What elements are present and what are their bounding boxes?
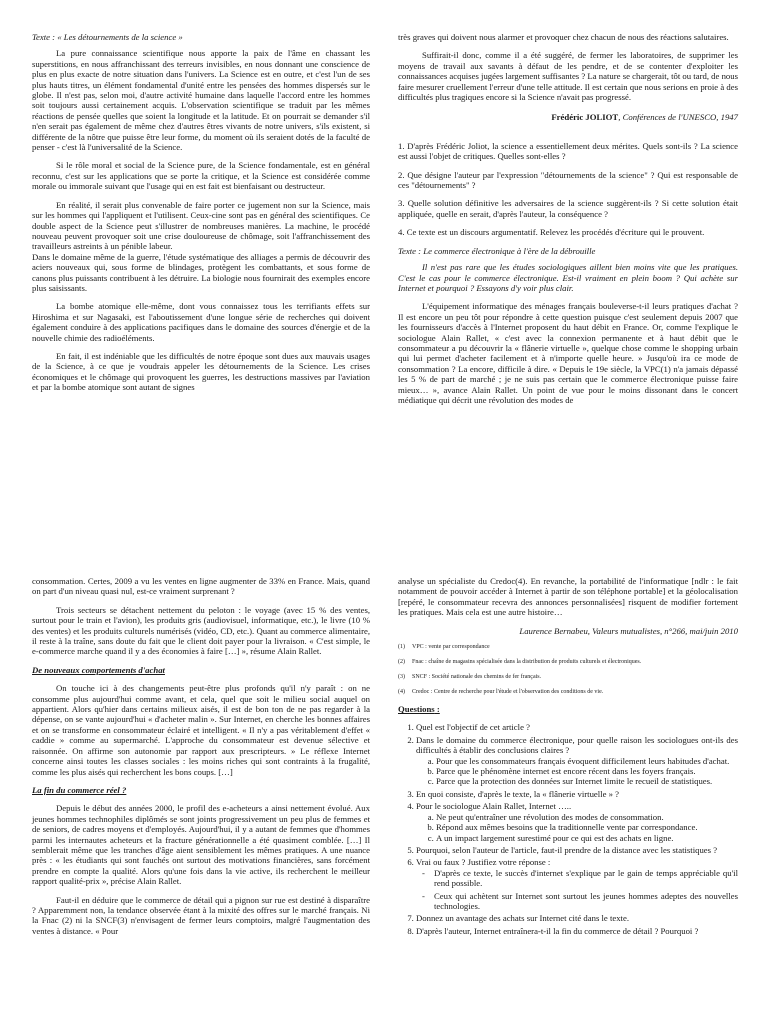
question-item: 3. En quoi consiste, d'après le texte, la « flânerie virtuelle » ? (416, 789, 738, 799)
page-2 (0, 568, 768, 1024)
footnote: (3) SNCF : Société nationale des chemins de fer français. (398, 674, 542, 681)
footnote: (4) Credoc : Centre de recherche pour l'étude et l'observation des conditions de vie. (398, 689, 604, 696)
footnotes (398, 644, 738, 696)
question-item: 7. Donnez un avantage des achats sur Internet cité dans le texte. (416, 913, 738, 923)
question-item: 5. Pourquoi, selon l'auteur de l'article, faut-il prendre de la distance avec les statistiques ? (416, 845, 738, 855)
page-1-left-column (32, 32, 370, 401)
answer-option: b. Répond aux mêmes besoins que la traditionnelle vente par correspondance. (436, 822, 738, 832)
paragraph: Suffirait-il donc, comme il a été suggéré, de fermer les laboratoires, de supprimer les moyens de travail aux savants à défaut de les pendre, et de se contenter d'exploiter les connaissances acquises jugées largement suffisantes ? La nature se chargerait, tôt ou tard, de nous faire mesurer cruellement l'erreur d'une telle attitude. Il est certain que nous serions en proie à des difficultés plus tragiques encore si la Science n'avait pas progressé. (398, 50, 738, 103)
question-item: 1. Quel est l'objectif de cet article ? (416, 722, 738, 732)
paragraph: La pure connaissance scientifique nous apporte la paix de l'âme en chassant les superstitions, en nous affranchissant des terreurs invisibles, en nous donnant une conscience de plus en plus exacte de notre situation dans l'univers. La Science est en outre, et c'est l'un de ses plus hauts titres, un élément fondamental d'unité entre les pensées des hommes dispersés sur le globe. Il n'est pas, selon moi, d'autre activité humaine dans laquelle l'accord entre les hommes soit toujours aussi certainement acquis. L'observation scientifique se traduit par les mêmes réactions de pensée quelles que soient la longitude et la latitude. Et on pourrait se demander s'il n'en serait pas également de même chez d'autres êtres vivants de notre univers, s'ils existent, si différente de la nôtre que puisse être leur forme, du moment où ils seraient dotés de la faculté de penser - c'est là l'universalité de la Science. (32, 48, 370, 153)
paragraph: consommation. Certes, 2009 a vu les ventes en ligne augmenter de 33% en France. Mais, quand on part d'un niveau quasi nul, est-ce vraiment surprenant ? (32, 576, 370, 597)
paragraph: La bombe atomique elle-même, dont vous connaissez tous les terrifiants effets sur Hiroshima et sur Nagasaki, est l'aboutissement d'une longue série de recherches qui doivent également conduire à des applications pacifiques dans le domaine des sources d'énergie et de la nouvelle chimie des radioéléments. (32, 301, 370, 343)
question-4: 4. Ce texte est un discours argumentatif. Relevez les procédés d'écriture qui le prouvent. (398, 227, 705, 238)
source-citation (398, 112, 738, 122)
paragraph: Dans le domaine même de la guerre, l'étude systématique des alliages a permis de découvrir des aciers nouveaux qui, sous forme de blindages, protègent les combattants, et sous forme de canons plus puissants contribuent à les détruire. La biologie nous fournirait des exemples encore plus saisissants. (32, 251, 370, 293)
question-item: 6. Vrai ou faux ? Justifiez votre réponse : - D'après ce texte, le succès d'internet s'explique par le gain de temps appréciable qu'il rend possible. - Ceux qui achètent sur Internet sont surtout les jeunes hommes adeptes des nouvelles technologies. (416, 857, 738, 911)
paragraph: analyse un spécialiste du Credoc(4). En revanche, la portabilité de l'informatique [ndlr : le fait notamment de pouvoir accéder à Internet à partir de son téléphone portable] et la géolocalisation [repéré, le consommateur recevra des annonces personnalisées] risquent de modifier fortement les pratiques. Mais cela est une autre histoire… (398, 576, 738, 618)
footnote: (1) VPC : vente par correspondance (398, 644, 490, 651)
question-1: 1. D'après Frédéric Joliot, la science a essentiellement deux mérites. Quels sont-ils ? La science est aussi l'objet de critiques. Quelles sont-elles ? (398, 140, 738, 162)
paragraph: En réalité, il serait plus convenable de faire porter ce jugement non sur la Science, mais sur les hommes qui l'appliquent et l'utilisent. Ceux-cine sont pas en général des scientifiques. Ce double aspect de la Science peut s'illustrer de nombreuses manières. La machine, le procédé nouveau peuvent provoquer soit une crise douloureuse de chômage, soit l'affranchissement des travailleurs astreints à un pénible labeur. (32, 199, 370, 252)
paragraph: L'équipement informatique des ménages français bouleverse-t-il leurs pratiques d'achat ? Il est encore un peu tôt pour répondre à cette question puisque c'est seulement depuis 2007 que les fournisseurs d'accès à l'Internet proposent du haut débit en France. Or, comme l'explique le sociologue Alain Rallet, « c'est avec la connexion permanente et à haut débit que le consommateur a pu découvrir la « flânerie virtuelle », quelque chose comme le shopping urbain qui lui permet d'acheter facilement et à n'importe quelle heure. » Jusqu'où ira ce mode de consommation ? La encore, difficile à dire. « Depuis le 19e siècle, la VPC(1) n'a jamais dépassé les 5 % de part de marché ; je ne suis pas certain que le commerce électronique puisse faire mieux… », avance Alain Rallet. Un point de vue pour le moins dissonant dans le concert médiatique qui décrit une révolution des modes de (398, 301, 738, 405)
paragraph: Si le rôle moral et social de la Science pure, de la Science fondamentale, est en général reconnu, c'est sur les applications que se porte la critique, et la Science est considérée comme morale ou immorale suivant que l'usage qui en est fait est bienfaisant ou destructeur. (32, 160, 370, 192)
statement-item: - D'après ce texte, le succès d'internet s'explique par le gain de temps appréciable qu'il rend possible. (434, 868, 738, 889)
answer-option: a. Pour que les consommateurs français évoquent difficilement leurs habitudes d'achat. (436, 756, 738, 766)
footnote: (2) Fnac : chaîne de magasins spécialisée dans la distribution de produits culturels et électroniques. (398, 659, 642, 666)
paragraph: très graves qui doivent nous alarmer et provoquer chez chacun de nous des réactions salutaires. (398, 32, 729, 42)
page-2-right-column (398, 576, 738, 938)
answer-option: a. Ne peut qu'entraîner une révolution des modes de consommation. (436, 812, 738, 822)
paragraph: Trois secteurs se détachent nettement du peloton : le voyage (avec 15 % des ventes, surtout pour le train et l'avion), les produits gris (audiovisuel, informatique, etc.), le livre (10 % des ventes) et les produits culturels numérisés (vidéo, CD, etc.). Quant au commerce alimentaire, il reste à la traîne, sans doute du fait que le client doit payer pour la livraison. « C'est simple, le e-commerce marche quand il y a des économies à faire […] », résume Alain Rallet. (32, 604, 370, 657)
paragraph: En fait, il est indéniable que les difficultés de notre époque sont dues aux mauvais usages de la Science, à ce que je voudrais appeler les détournements de la Science. Les crises économiques et le chômage qui provoquent les guerres, les destructions massives par l'aviation et par la bombe atomique sont autant de signes (32, 350, 370, 393)
paragraph: Faut-il en déduire que le commerce de détail qui a pignon sur rue est destiné à disparaître ? Apparemment non, la tendance observée étant à la mixité des offres sur le marché français. Ni la Fnac (2) ni la SNCF(3) n'envisagent de fermer leurs comptoirs, malgré l'augmentation des ventes à distance. « Pour (32, 894, 370, 936)
questions-list (398, 722, 738, 936)
page-1-right-column (398, 32, 738, 413)
page-2-left-column (32, 576, 370, 944)
question-2: 2. Que désigne l'auteur par l'expression "détournements de la science" ? Qui est responsable de ces "détournements" ? (398, 169, 738, 191)
answer-option: c. A un impact largement surestimé pour ce qui est des achats en ligne. (436, 833, 738, 843)
question-item: 4. Pour le sociologue Alain Rallet, Internet ….. a. Ne peut qu'entraîner une révolution des modes de consommation. b. Répond aux mêmes besoins que la traditionnelle vente par correspondance. c. A un impact largement surestimé pour ce qui est des achats en ligne. (416, 801, 738, 843)
section-heading: La fin du commerce réel ? (32, 784, 127, 795)
author-name: Frédéric JOLIOT (551, 112, 619, 123)
paragraph: On touche ici à des changements peut-être plus profonds qu'il n'y paraît : on ne consomme plus aujourd'hui comme avant, et cela, quel que soit le milieu social auquel on appartient. Alors qu'hier dans certains milieux aisés, il est de bon ton de ne pas regarder à la dépense, on se vante aujourd'hui « d'acheter malin ». Sur Internet, en cherche les bonnes affaires et on se transforme en consommateur éclairé et intelligent. « Il n'y a pas véritablement d'effet « caddie » comme au supermarché. L'approche du consommateur est devenue sélective et raisonnée. On affirme son autonomie par rapport aux prescripteurs. » Le réflexe Internet concerne ainsi toutes les classes sociales : les moins riches qui sont contraints à la frugalité, comme les plus aisés qui recherchent les bons coups. […] (32, 683, 370, 777)
answer-option: c. Parce que la protection des données sur Internet limite le recueil de statistiques. (436, 776, 738, 786)
source-citation: Laurence Bernabeu, Valeurs mutualistes, n°266, mai/juin 2010 (519, 625, 738, 636)
paragraph: Depuis le début des années 2000, le profil des e-acheteurs a ainsi nettement évolué. Aux jeunes hommes technophiles diplômés se sont joints progressivement un peu plus de femmes et de seniors, de cadres moyens et d'employés. Aujourd'hui, il y a autant de femmes que d'hommes parmi les internautes acheteurs et la fracture générationnelle a été quasiment comblée. […] Il semblerait même que les tranches d'âge aient sensiblement les mêmes pratiques. A une nuance près : « les étudiants qui sont fauchés ont surtout des motivations financières, sans forcément prendre en compte la qualité. Alors qu'une fois dans la vie active, ils recherchent le meilleur rapport qualité-prix », précise Alain Rallet. (32, 803, 370, 887)
questions-title: Questions : (398, 704, 440, 715)
question-item: 8. D'après l'auteur, Internet entraînera-t-il la fin du commerce de détail ? Pourquoi ? (416, 926, 738, 936)
chapo: Il n'est pas rare que les études sociologiques aillent bien moins vite que les pratiques. C'est le cas pour le commerce électronique. Est-il vraiment en plein boom ? Qui achète sur Internet et pourquoi ? Essayons d'y voir plus clair. (398, 262, 738, 293)
text-heading-commerce: Texte : Le commerce électronique à l'ère de la débrouille (398, 245, 596, 256)
question-3: 3. Quelle solution définitive les adversaires de la science suggèrent-ils ? Si cette solution était appliquée, quelle en serait, d'après l'auteur, la conséquence ? (398, 198, 738, 219)
section-heading: De nouveaux comportements d'achat (32, 664, 165, 675)
text-heading-science: Texte : « Les détournements de la science » (32, 32, 183, 42)
source-reference: , Conférences de l'UNESCO, 1947 (618, 112, 738, 123)
statement-item: - Ceux qui achètent sur Internet sont surtout les jeunes hommes adeptes des nouvelles technologies. (434, 891, 738, 912)
answer-option: b. Parce que le phénomène internet est encore récent dans les foyers français. (436, 766, 738, 776)
question-item: 2. Dans le domaine du commerce électronique, pour quelle raison les sociologues ont-ils des difficultés à établir des conclusions claires ? a. Pour que les consommateurs français évoquent difficilement leurs habitudes d'achat. b. Parce que le phénomène internet est encore récent dans les foyers français. c. Parce que la protection des données sur Internet limite le recueil de statistiques. (416, 735, 738, 787)
